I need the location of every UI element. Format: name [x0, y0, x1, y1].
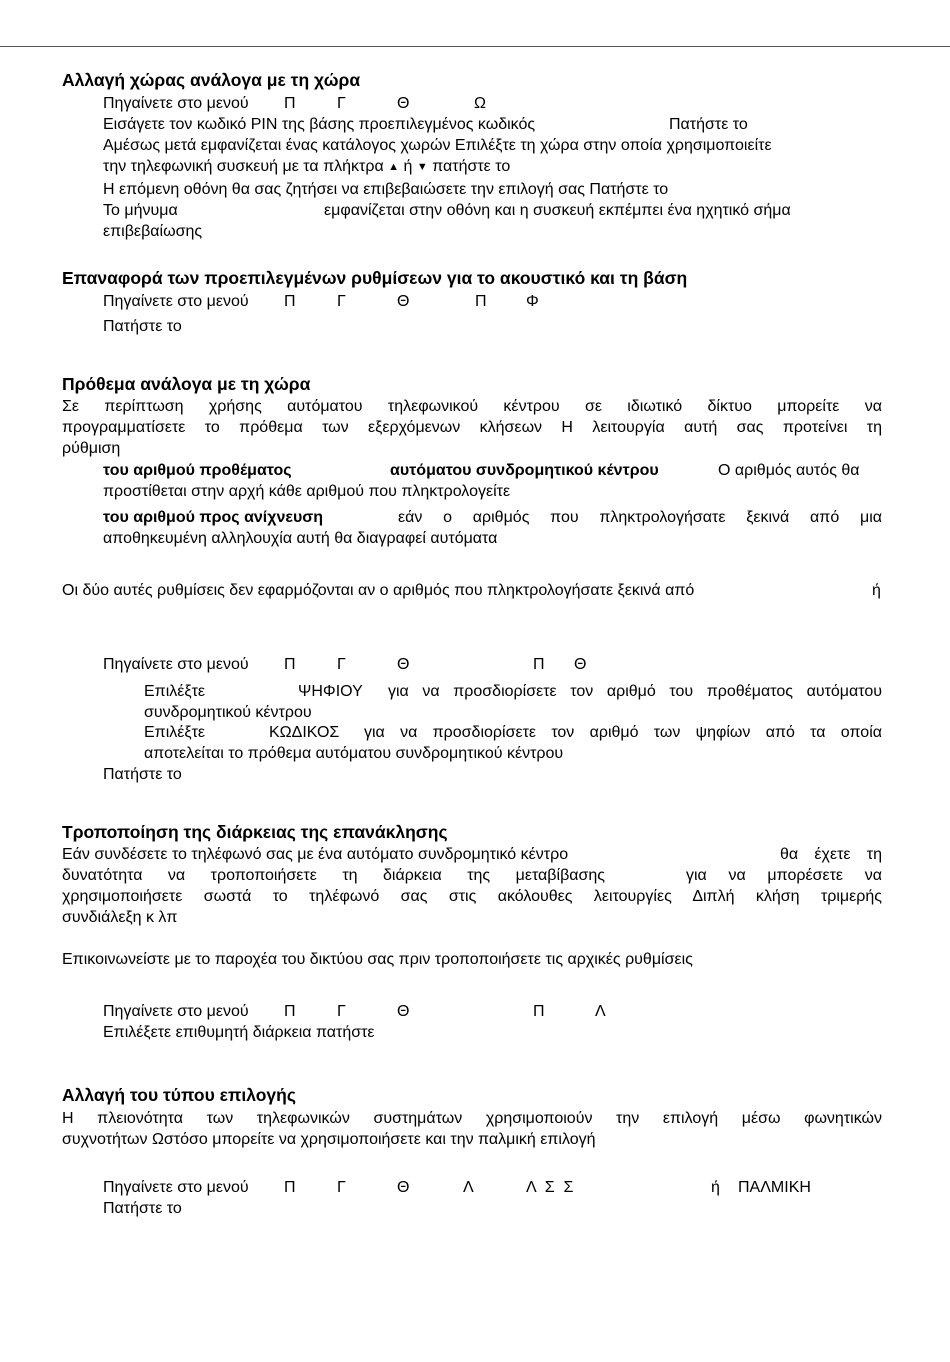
body-text: Εάν συνδέσετε το τηλέφωνό σας με ένα αυτόματο συνδρομητικό κέντρο — [62, 846, 569, 863]
body-text: για να μπορέσετε να — [686, 867, 882, 884]
menu-path-label: Πηγαίνετε στο μενού — [103, 95, 249, 112]
note-text: Οι δύο αυτές ρυθμίσεις δεν εφαρμόζονται αν ο αριθμός που πληκτρολογήσατε ξεκινά από — [62, 582, 695, 599]
menu-letter: Γ — [337, 293, 346, 310]
menu-letter: Π — [284, 1003, 296, 1020]
note-text: ή — [872, 582, 881, 599]
option-label: Επιλέξτε — [144, 724, 206, 741]
header-rule — [0, 46, 950, 47]
bold-term: αυτόματου συνδρομητικού κέντρου — [390, 462, 659, 479]
arrow-down-icon: ▼ — [416, 161, 428, 173]
body-text: Αμέσως μετά εμφανίζεται ένας κατάλογος χωρών Επιλέξτε τη χώρα στην οποία χρησιμοποιείτε — [103, 137, 772, 154]
menu-letter: Π — [284, 656, 296, 673]
body-text: συχνοτήτων Ωστόσο μπορείτε να χρησιμοποιήσετε και την παλμική επιλογή — [62, 1131, 596, 1148]
body-text: Εισάγετε τον κωδικό PIN της βάσης προεπιλεγμένος κωδικός — [103, 116, 536, 133]
body-text: Πατήστε το — [669, 116, 748, 133]
menu-letter: Θ — [397, 293, 410, 310]
menu-letter: Θ — [397, 1003, 410, 1020]
menu-letter: Φ — [526, 293, 539, 310]
body-text: Επιλέξετε επιθυμητή διάρκεια πατήστε — [103, 1024, 375, 1041]
menu-letter: ή — [711, 1179, 720, 1196]
menu-letter: Γ — [337, 1179, 346, 1196]
body-text: Το μήνυμα — [103, 202, 178, 219]
menu-letter: Λ Σ Σ — [526, 1179, 574, 1196]
menu-letter: Λ — [463, 1179, 474, 1196]
menu-path-label: Πηγαίνετε στο μενού — [103, 293, 249, 310]
body-text: προγραμματίσετε το πρόθεμα των εξερχόμενων κλήσεων Η λειτουργία αυτή σας προτείνει τη — [62, 419, 882, 436]
section-title-prefix: Πρόθεμα ανάλογα με τη χώρα — [62, 374, 311, 394]
body-text: προστίθεται στην αρχή κάθε αριθμού που πληκτρολογείτε — [103, 483, 511, 500]
menu-letter: Π — [284, 293, 296, 310]
menu-letter: Π — [533, 656, 545, 673]
body-text: χρησιμοποιήσετε σωστά το τηλέφωνό σας στις ακόλουθες λειτουργίες Διπλή κλήση τριμερής — [62, 888, 882, 905]
body-text: για να προσδιορίσετε τον αριθμό του προθέματος αυτόματου — [388, 683, 882, 700]
menu-path-label: Πηγαίνετε στο μενού — [103, 1179, 249, 1196]
menu-letter: Θ — [397, 95, 410, 112]
section-title-recall: Τροποποίηση της διάρκειας της επανάκλησης — [62, 822, 448, 842]
bold-term: του αριθμού προθέματος — [103, 462, 292, 479]
note-text: Επικοινωνείστε με το παροχέα του δικτύου σας πριν τροποποιήσετε τις αρχικές ρυθμίσεις — [62, 951, 693, 968]
menu-letter: Γ — [337, 95, 346, 112]
body-text: εμφανίζεται στην οθόνη και η συσκευή εκπέμπει ένα ηχητικό σήμα — [324, 202, 791, 219]
body-text: συνδρομητικού κέντρου — [144, 704, 312, 721]
body-text: πατήστε το — [432, 158, 511, 175]
body-text: Πατήστε το — [103, 1200, 182, 1217]
body-text: Πατήστε το — [103, 318, 182, 335]
menu-letter: Π — [284, 1179, 296, 1196]
body-text: εάν ο αριθμός που πληκτρολογήσατε ξεκινά από μια — [398, 509, 882, 526]
body-text-line — [103, 156, 510, 178]
menu-letter: Θ — [397, 1179, 410, 1196]
menu-letter: Π — [533, 1003, 545, 1020]
body-text: Πατήστε το — [103, 766, 182, 783]
option-label: Επιλέξτε — [144, 683, 206, 700]
menu-letter: Θ — [397, 656, 410, 673]
option-value: ΨΗΦΙΟΥ — [298, 683, 363, 700]
body-text: αποθηκευμένη αλληλουχία αυτή θα διαγραφεί αυτόματα — [103, 530, 498, 547]
option-value: ΚΩΔΙΚΟΣ — [269, 724, 340, 741]
body-text: αποτελείται το πρόθεμα αυτόματου συνδρομητικού κέντρου — [144, 745, 564, 762]
section-title-country: Αλλαγή χώρας ανάλογα με τη χώρα — [62, 70, 361, 90]
arrow-up-icon: ▲ — [388, 161, 400, 173]
section-title-dial-type: Αλλαγή του τύπου επιλογής — [62, 1085, 296, 1105]
body-text: για να προσδιορίσετε τον αριθμό των ψηφίων από τα οποία — [364, 724, 882, 741]
body-text: την τηλεφωνική συσκευή με τα πλήκτρα — [103, 158, 384, 175]
body-text: συνδιάλεξη κ λπ — [62, 909, 178, 926]
body-text: Η επόμενη οθόνη θα σας ζητήσει να επιβεβαιώσετε την επιλογή σας Πατήστε το — [103, 181, 669, 198]
menu-path-line — [103, 93, 249, 114]
body-text: θα έχετε τη — [780, 846, 882, 863]
body-text: Σε περίπτωση χρήσης αυτόματου τηλεφωνικού κέντρου σε ιδιωτικό δίκτυο μπορείτε να — [62, 398, 882, 415]
section-title-reset: Επαναφορά των προεπιλεγμένων ρυθμίσεων για το ακουστικό και τη βάση — [62, 268, 688, 288]
body-text: Η πλειονότητα των τηλεφωνικών συστημάτων χρησιμοποιούν την επιλογή μέσω φωνητικών — [62, 1110, 882, 1127]
menu-path-label: Πηγαίνετε στο μενού — [103, 1003, 249, 1020]
menu-letter: Θ — [574, 656, 587, 673]
menu-letter: Γ — [337, 1003, 346, 1020]
menu-path-label: Πηγαίνετε στο μενού — [103, 656, 249, 673]
body-text: ρύθμιση — [62, 440, 121, 457]
body-text: Ο αριθμός αυτός θα — [718, 462, 860, 479]
menu-letter: Ω — [474, 95, 486, 112]
body-text: ή — [403, 158, 413, 175]
option-value: ΠΑΛΜΙΚΗ — [738, 1179, 811, 1196]
menu-letter: Π — [284, 95, 296, 112]
menu-letter: Π — [475, 293, 487, 310]
body-text: δυνατότητα να τροποποιήσετε τη διάρκεια της μεταβίβασης — [62, 867, 605, 884]
menu-letter: Λ — [595, 1003, 606, 1020]
menu-letter: Γ — [337, 656, 346, 673]
body-text: επιβεβαίωσης — [103, 223, 203, 240]
bold-term: του αριθμού προς ανίχνευση — [103, 509, 323, 526]
